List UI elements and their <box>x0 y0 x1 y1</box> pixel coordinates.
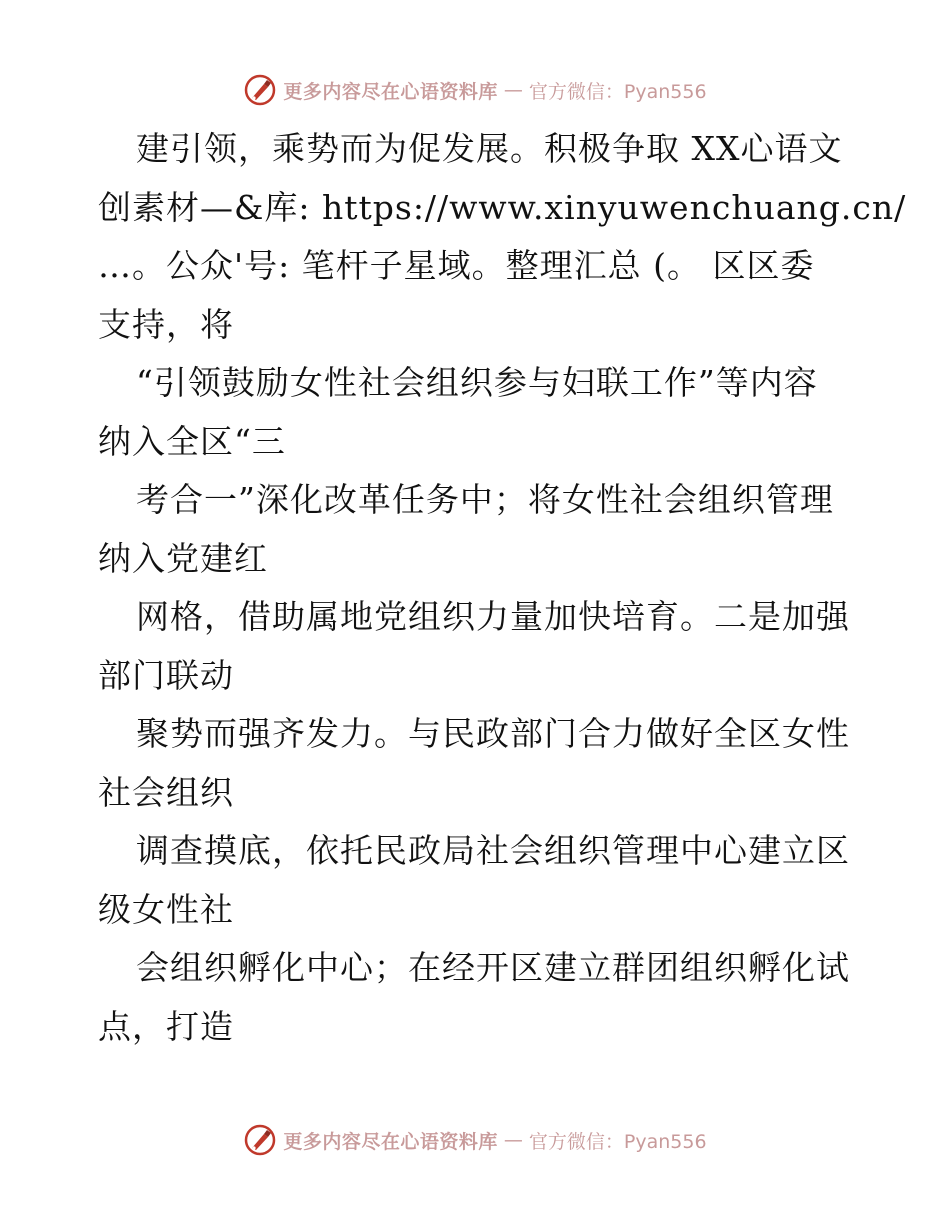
document-body <box>98 120 907 1056</box>
body-line-13: 调查摸底，依托民政局社会组织管理中心建立区 <box>136 831 850 870</box>
header-banner-text: 更多内容尽在心语资料库 <box>283 80 498 103</box>
body-line-7: 考合一”深化改革任务中；将女性社会组织管理 <box>136 480 834 519</box>
body-line-16: 点，打造 <box>98 1006 234 1046</box>
pen-logo-icon <box>243 73 277 107</box>
footer-banner-text: 更多内容尽在心语资料库 <box>283 1130 498 1153</box>
footer-banner-dash: — <box>503 1129 523 1151</box>
footer-banner <box>0 1120 950 1160</box>
body-line-9: 网格，借助属地党组织力量加快培育。二是加强 <box>136 597 850 636</box>
body-line-8: 纳入党建红 <box>98 538 268 578</box>
body-line-11: 聚势而强齐发力。与民政部门合力做好全区女性 <box>136 714 850 753</box>
pen-logo-icon <box>243 1123 277 1157</box>
header-banner-dash: — <box>503 79 523 101</box>
body-line-6: 纳入全区“三 <box>98 421 286 461</box>
body-line-15: 会组织孵化中心；在经开区建立群团组织孵化试 <box>136 948 850 987</box>
body-line-12: 社会组织 <box>98 772 234 812</box>
footer-banner-wechat: 官方微信：Pyan556 <box>528 1130 707 1153</box>
body-line-2: 创素材—&库: https://www.xinyuwenchuang.cn/ <box>98 187 907 227</box>
header-banner <box>0 70 950 110</box>
body-line-4: 支持，将 <box>98 304 234 344</box>
body-line-1: 建引领，乘势而为促发展。积极争取 XX心语文 <box>136 129 843 168</box>
body-line-14: 级女性社 <box>98 889 234 929</box>
header-banner-wechat: 官方微信：Pyan556 <box>528 80 707 103</box>
body-line-3: …。公众'号: 笔杆子星域。整理汇总 (。 区区委 <box>98 246 815 285</box>
body-line-10: 部门联动 <box>98 655 234 695</box>
body-line-5: “引领鼓励女性社会组织参与妇联工作”等内容 <box>136 363 818 402</box>
